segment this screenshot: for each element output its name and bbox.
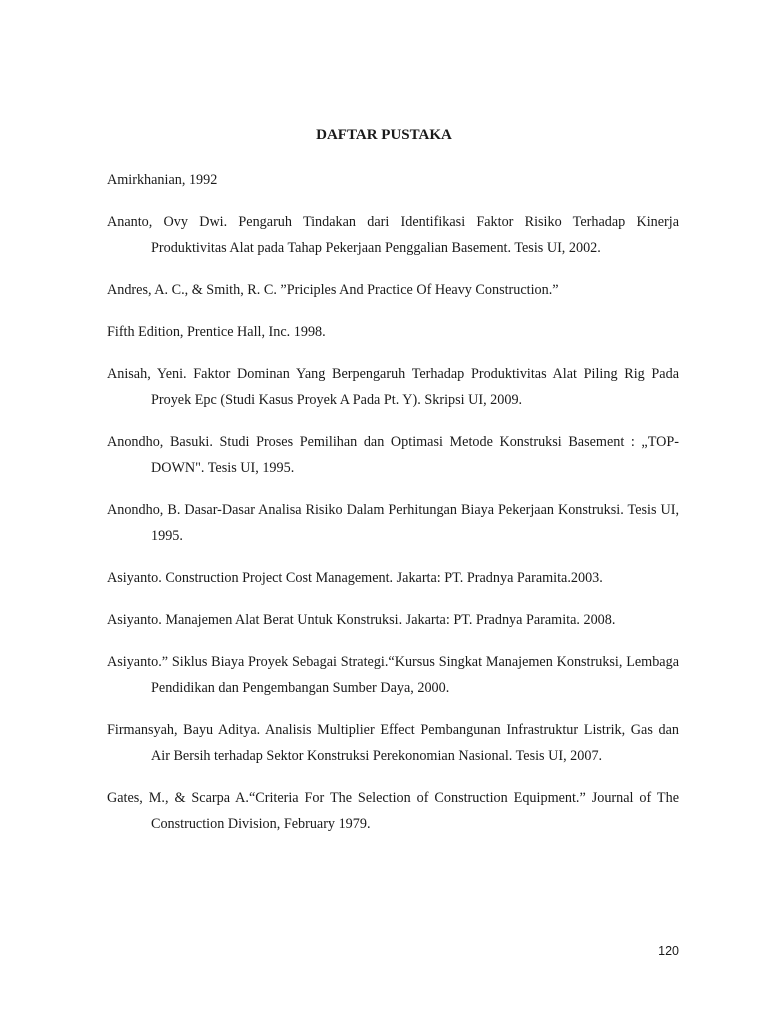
reference-item: Anondho, B. Dasar-Dasar Analisa Risiko Dalam Perhitungan Biaya Pekerjaan Konstruksi. Tesis UI, 1995. [107,502,679,544]
page-title: DAFTAR PUSTAKA [316,127,452,143]
reference-item: Ananto, Ovy Dwi. Pengaruh Tindakan dari Identifikasi Faktor Risiko Terhadap Kinerja Produktivitas Alat pada Tahap Pekerjaan Penggalian Basement. Tesis UI, 2002. [107,214,679,256]
reference-item: Amirkhanian, 1992 [107,172,218,188]
reference-item: Asiyanto. Construction Project Cost Management. Jakarta: PT. Pradnya Paramita.2003. [107,570,603,586]
reference-item: Andres, A. C., & Smith, R. C. ”Priciples And Practice Of Heavy Construction.” [107,282,559,298]
reference-item: Asiyanto.” Siklus Biaya Proyek Sebagai Strategi.“Kursus Singkat Manajemen Konstruksi, Lembaga Pendidikan dan Pengembangan Sumber Daya, 2000. [107,654,679,696]
page-number: 120 [658,944,679,958]
reference-item: Asiyanto. Manajemen Alat Berat Untuk Konstruksi. Jakarta: PT. Pradnya Paramita. 2008. [107,612,616,628]
reference-list [107,167,679,853]
reference-item: Firmansyah, Bayu Aditya. Analisis Multiplier Effect Pembangunan Infrastruktur Listrik, Gas dan Air Bersih terhadap Sektor Konstruksi Perekonomian Nasional. Tesis UI, 2007. [107,722,679,764]
reference-item: Anisah, Yeni. Faktor Dominan Yang Berpengaruh Terhadap Produktivitas Alat Piling Rig Pada Proyek Epc (Studi Kasus Proyek A Pada Pt. Y). Skripsi UI, 2009. [107,366,679,408]
reference-item: Gates, M., & Scarpa A.“Criteria For The Selection of Construction Equipment.” Journal of The Construction Division, February 1979. [107,790,679,832]
reference-item: Fifth Edition, Prentice Hall, Inc. 1998. [107,324,326,340]
reference-item: Anondho, Basuki. Studi Proses Pemilihan dan Optimasi Metode Konstruksi Basement : „TOP-DOWN". Tesis UI, 1995. [107,434,679,476]
